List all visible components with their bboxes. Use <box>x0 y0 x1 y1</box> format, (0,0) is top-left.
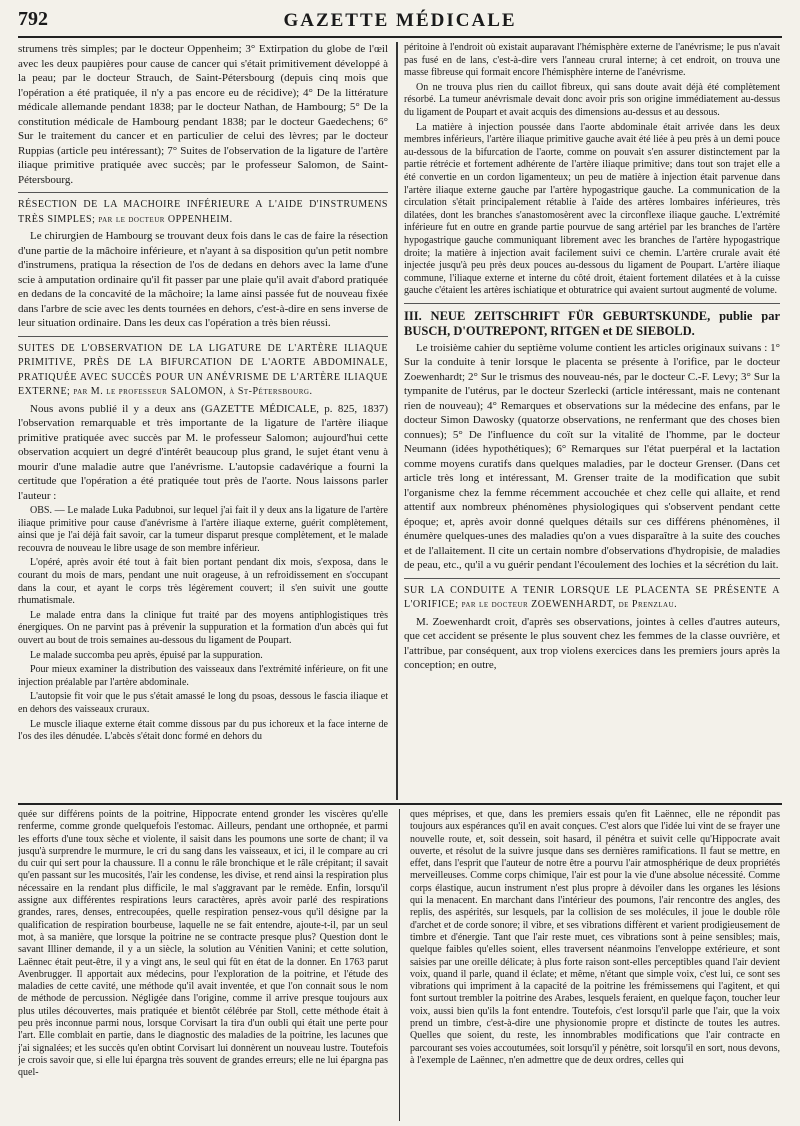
feuilleton-text: quée sur différens points de la poitrine, Hippocrate entend gronder les viscères qu'elle renferme, comme gronde quelquefois l'estomac. Ailleurs, pendant une orthopnée, et parmi les efforts d'une toux sèche et violente, il saisit dans les poumons une sorte de chant; il va jusqu'à surprendre le murmure, le cri du sang dans les vaisseaux, et ici, il le compare au cri du cuir qui sert pour la chaussure. Il a connu le râle bronchique et le râle crépitant; il savait qu'en passant sur les mucosités, l'air les condense, les divise, et rend ainsi la respiration plus nécessaire en la rendant plus difficile, le mal s'aggravant par le remède. Enfin, lorsqu'il assigne aux différentes respirations leurs caractères, après avoir parlé des respirations grandes, rares, denses, entrecoupées, quelle respiration pensez-vous qu'il désigne par la qualification de respiration bourbeuse, laquelle ne se fait entendre, ajoute-t-il, par un seul mot, à sa manière, que lorsque la poitrine ne se contracte presque plus? Question dont le savant Illiner demande, il y a un siècle, la solution au Vénitien Vanini; et cette solution, Laënnec était peut-être, il y a vingt ans, le seul qui fût en état de la donner. En 1763 parut Avenbrugger. Il apportait aux médecins, pour l'exploration de la poitrine, et l'étude des maladies de cette cavité, une méthode qu'il avait inventée, et que l'on connait sous le nom de méthode de percussion. Négligée dans l'origine, comme il arrive presque toujours aux plus utiles découvertes, mais pratiquée et bientôt célébrée par Stoll, cette méthode était à peu près inconnue parmi nous, lorsque Corvisart la tira d'un oubli qui était une perte pour l'art. Elle comblait en partie, dans le diagnostic des maladies de la poitrine, les lacunes que j'ai signalées; et les succès qu'en obtint Corvisart lui donnèrent un nouveau lustre. Toutefois je crois savoir que, si elle lui épargna très souvent de grandes erreurs; elle ne lui épargna pas quel- <box>18 809 388 1079</box>
article-list-intro: strumens très simples; par le docteur Oppenheim; 3° Extirpation du globe de l'œil avec les deux paupières pour cause de cancer qui s'était primitivement développé à la peau; par le docteur Strauch, de Saint-Pétersbourg (depuis cinq mois que l'opération a été pratiquée, il n'y a pas encore eu de récidive); 4° De la littérature médicale allemande pendant 1838; par le docteur Nathan, de Hambourg; 5° De la constitution médicale de Hambourg pendant 1838; par le docteur Gaedechens; 6° Sur le traitement du cancer et en particulier de celui des lèvres; par le docteur Ruppias (article peu intéressant); 7° Suites de l'observation de la ligature de l'artère iliaque primitive pratiquée avec succès; par le professeur Salomon, de Saint-Pétersbourg. <box>18 43 388 186</box>
autopsy-block <box>404 42 780 298</box>
feuilleton-text: ques méprises, et que, dans les premiers essais qu'en fit Laënnec, elle ne répondit pas toujours aux espérances qu'il en avait conçues. C'est alors que l'idée lui vint de se frayer une nouvelle route, et, soit dessein, soit hasard, il pénétra et suivit celle qu'Hippocrate avait ouverte, et résolut de la suivre jusque dans ses dernières ramifications. Il faut se mettre, en effet, dans l'esprit que l'auteur de notre être a pourvu l'air atmosphérique de deux propriétés merveilleuses. Comme corps chimique, l'air est pour la vie d'une absolue nécessité. Comme corps élastique, aucun instrument n'est plus propre à dévoiler dans les organes les lésions qui la menacent. En marchant dans l'intérieur des poumons, l'air rencontre des angles, des replis, des aspérités, sur lesquels, par la collision de ses molécules, il joue le double rôle d'archet et de corde sonore; il vibre, et ses vibrations diffèrent et varient prodigieusement de timbre et d'énergie. Tant que l'air reste muet, ces vibrations sont à peine sensibles; mais, quelque faibles qu'elles soient, elles traversent néanmoins l'enveloppe extérieure, et sont saisies par une oreille délicate; à plus forte raison sont-elles perceptibles quand l'air devient voix, quand il parle, quand il éclate; et même, n'étant que simple voix, c'est lui, ce sont ses vibrations qui impriment à la capacité de la poitrine les frémissemens qui l'agitent, et qui font surtout trembler la poitrine des Arabes, lesquels feraient, en quelque façon, toucher leur voix, aussi bien qu'ils la font entendre. Toutefois, c'est lorsqu'il parle que l'air, que la voix prend un timbre, c'est-à-dire une physionomie propre et distincte de toutes les autres. Quelles que soient, du reste, les innombrables modifications que l'air contracte en parcourant ses voies accoutumées, soit lorsqu'il y pénètre, soit lorsqu'il en sort, nous devons, à l'exemple de Laënnec, n'en admettre que de deux ordres, celles qui <box>410 809 780 1066</box>
divider <box>18 336 388 337</box>
observation-paragraph: OBS. — Le malade Luka Padubnoi, sur lequel j'ai fait il y deux ans la ligature de l'artère iliaque primitive pour cause d'anévrisme à l'artère iliaque externe, guérit complètement, ainsi que je l'ai déjà fait savoir, car la tumeur disparut presque complètement, et le malade recouvra de nouveau le libre usage de son membre inférieur. <box>18 505 388 554</box>
observation-paragraph: Pour mieux examiner la distribution des vaisseaux dans l'extrémité inférieure, on fit une injection préalable par l'artère abdominale. <box>18 664 388 688</box>
section-text-placenta: M. Zoewenhardt croit, d'après ses observations, jointes à celles d'autres auteurs, que cet accident se présente le plus souvent chez les femmes de la classe ouvrière, et l'attribue, par conséquent, aux trop violens exercices dans les premiers jours après la conception; en outre, <box>404 615 780 672</box>
autopsy-paragraph: péritoine à l'endroit où existait auparavant l'hémisphère externe de l'anévrisme; le pus n'avait pas fusé en de lans, c'est-à-dire vers l'anneau crural interne; à cet endroit, on trouva une masse fibreuse qui formait encore l'hémisphère interne de l'anévrisme. <box>404 42 780 79</box>
feuilleton-right-column <box>410 809 780 1121</box>
section-title-ligature: SUITES DE L'OBSERVATION DE LA LIGATURE DE L'ARTÈRE ILIAQUE PRIMITIVE, PRÈS DE LA BIFURCATION DE L'AORTE ABDOMINALE, PRATIQUÉE AVEC SUCCÈS POUR UN ANÉVRISME DE L'ARTÈRE ILIAQUE EXTERNE; par M. le professeur SALOMON, à St-Pétersbourg. <box>18 342 388 397</box>
right-column <box>404 42 780 800</box>
left-column <box>18 42 388 800</box>
autopsy-paragraph: On ne trouva plus rien du caillot fibreux, qui sans doute avait déjà été complètement résorbé. La tumeur anévrismale devait donc avoir pris son origine immédiatement au-dessus du ligament de Poupart et avait acquis des dimensions au-dessus et au dessous. <box>404 81 780 118</box>
page-header <box>18 6 782 38</box>
section-text-zeitschrift: Le troisième cahier du septième volume contient les articles originaux suivans : 1° Sur la conduite à tenir lorsque le placenta se présente à l'orifice, par le docteur Zoewenhardt; 2° Sur le trismus des nouveau-nés, par le docteur C.-F. Levy; 3° Sur la tympanite de l'utérus, par le docteur Szerlecki (article intéressant, mais ne contenant rien de nouveau); 4° Remarques et observations sur la médecine des enfans, par le docteur Simon Dawosky (quatorze observations, ne renfermant que des choses bien connues); 5° De l'influence du coït sur la vitalité de l'homme, par le docteur Neumann (idées hypothétiques); 6° Remarques sur l'état puerpéral et la lactation comme moyens curatifs dans quelques maladies, par le docteur Grenser. (Dans cet article très long et intéressant, M. Grenser traite de la modification que subit l'organisme chez la femme récemment accouchée et chez celle qui allaite, et rend attentif aux nombreux phénomènes physiologiques qui s'observent pendant cette époque; et, après avoir donné quelques détails sur ces différens phénomènes, il énumère quelques-unes des maladies qu'on a vues disparaître à la suite des couches et de l'allaitement. Il cite un certain nombre d'observations d'hydropisie, de maladies de peau, etc., qu'il a vu guérir pendant l'écoulement des lochies et la sécrétion du lait. <box>404 341 780 572</box>
section-title-resection: RÉSECTION DE LA MACHOIRE INFÉRIEURE A L'AIDE D'INSTRUMENS TRÈS SIMPLES; par le docteur OPPENHEIM. <box>18 199 388 225</box>
column-divider <box>396 42 398 800</box>
observation-block <box>18 505 388 744</box>
observation-paragraph: Le malade succomba peu après, épuisé par la suppuration. <box>30 649 263 661</box>
feuilleton-left-column <box>18 809 388 1121</box>
section-text-ligature: Nous avons publié il y a deux ans (GAZETTE MÉDICALE, p. 825, 1837) l'observation remarquable et très importante de la ligature de l'artère iliaque primitive pratiquée avec succès par M. le professeur Salomon; aujourd'hui cette observation acquiert un degré d'intérêt beaucoup plus grand, le sujet étant venu à mourir d'une maladie autre que l'anévrisme. L'autopsie cadavérique a fourni la certitude que l'opération a été pratiquée tout près de l'aorte. Nous laissons parler l'auteur : <box>18 402 388 502</box>
divider <box>404 578 780 579</box>
section-title-placenta: SUR LA CONDUITE A TENIR LORSQUE LE PLACENTA SE PRÉSENTE A L'ORIFICE; par le docteur ZOEWENHARDT, de Prenzlau. <box>404 584 780 611</box>
feuilleton-column-divider <box>399 809 400 1121</box>
divider <box>18 192 388 193</box>
section-title-zeitschrift: III. NEUE ZEITSCHRIFT FÜR GEBURTSKUNDE, publie par BUSCH, D'OUTREPONT, RITGEN et DE SIEBOLD. <box>404 308 780 338</box>
divider <box>404 303 780 304</box>
observation-paragraph: L'opéré, après avoir été tout à fait bien portant pendant dix mois, s'exposa, dans le courant du mois de mars, pendant une nuit orageuse, à un refroidissement en s'occupant dans la cour, et ayant le corps très légèrement couvert; il s'en suivit une goutte rhumatismale. <box>18 557 388 607</box>
observation-paragraph: Le muscle iliaque externe était comme dissous par du pus ichoreux et la face interne de l'os des iles dénudée. L'abcès s'était donc formé en dehors du <box>18 718 388 743</box>
page-number: 792 <box>18 8 48 30</box>
feuilleton-divider <box>18 803 782 805</box>
observation-paragraph: L'autopsie fit voir que le pus s'était amassé le long du psoas, dessous le fascia iliaque et en dehors des vaisseaux cruraux. <box>18 691 388 715</box>
autopsy-paragraph: La matière à injection poussée dans l'aorte abdominale était arrivée dans les deux membres inférieurs, l'artère iliaque primitive gauche avait été liée à peu près à un demi pouce au-dessous de la bifurcation de l'aorte, comme on pouvait s'en assurer distinctement par la partie rétrécie et fortement adhérente de l'artère iliaque primitive; dans tout son trajet elle a été convertie en un cordon ligamenteux; un peu de matière à injection était parvenue dans l'artère iliaque externe gauche par l'artère hypogastrique gauche. La communication de la circulation s'était principalement rétablie à l'aide des artères lombaires inférieures, très dilatées, dont les branches s'anastomosèrent avec la circonflexe iliaque gauche. L'extrémité inférieure fut en outre en grande partie pourvue de sang artériel par les branches de l'artère hypogastrique gauche communiquant librement avec les branches de l'artère hypogastrique droite; la matière à injection avait facilement suivi ce chemin. L'artère crurale avait été injectée jusqu'à peu près deux pouces au-dessous du ligament de Poupart. L'artère iliaque commune, l'iliaque externe et interne du côté droit, étaient fortement dilatées et à la cuisse gauche c'étaient les artères ischiatique et obturatrice qui avaient surtout augmenté de volume. <box>404 121 780 297</box>
observation-paragraph: Le malade entra dans la clinique fut traité par des moyens antiphlogistiques très énergiques. On ne parvint pas à prévenir la suppuration et la formation d'un abcès qui fut ouvert au bout de trois semaines au-dessous du ligament de Poupart. <box>18 609 388 646</box>
journal-title: GAZETTE MÉDICALE <box>283 10 517 31</box>
section-text-resection: Le chirurgien de Hambourg se trouvant deux fois dans le cas de faire la résection d'une partie de la mâchoire inférieure, et n'ayant à sa disposition qu'un petit nombre d'instrumens, pratiqua la résection de l'os de dedans en dehors avec la lame d'une scie à amputation ordinaire qu'il fit passer par une plaie qu'il avait d'abord pratiquée en dedans de la concavité de la mâchoire; la lame ainsi passée fut de nouveau fixée dans l'arbre de scie avec les dents tournées en dehors, c'est-à-dire en sens inverse de leur situation ordinaire. Dans les deux cas l'opération a très bien réussi. <box>18 230 388 329</box>
